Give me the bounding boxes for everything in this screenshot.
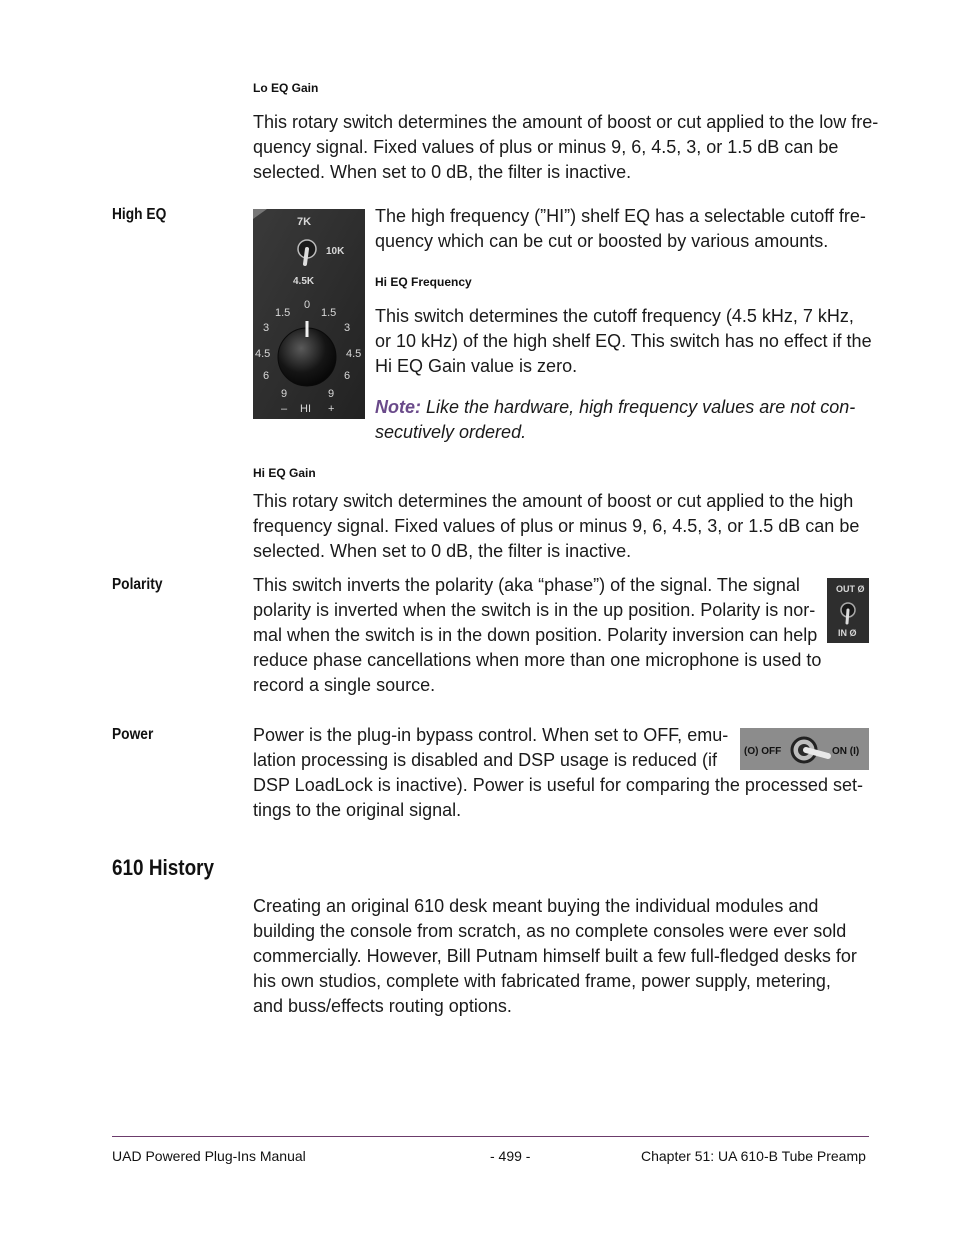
label-in-phase: IN Ø [838,628,857,638]
text-line: Hi EQ Gain value is zero. [375,356,578,376]
footer-divider [112,1136,869,1137]
lo-eq-gain-heading: Lo EQ Gain [253,81,319,95]
label-g6-right: 6 [344,370,351,382]
note-text: secutively ordered. [375,422,527,442]
footer-chapter: Chapter 51: UA 610-B Tube Preamp [641,1148,866,1164]
text-line: or 10 kHz) of the high shelf EQ. This switch has no effect if the [375,331,872,351]
high-eq-panel-graphic [253,209,365,419]
label-power-off: (O) OFF [744,746,782,757]
text-line: This switch inverts the polarity (aka “phase”) of the signal. The signal [253,575,800,595]
text-line: selected. When set to 0 dB, the filter is inactive. [253,162,632,182]
label-out-phase: OUT Ø [836,584,865,594]
lo-eq-gain-paragraph [253,110,878,185]
text-line: his own studios, complete with fabricated frame, power supply, metering, [253,971,831,991]
footer-manual-title: UAD Powered Plug-Ins Manual [112,1148,306,1164]
polarity-switch-graphic [827,578,869,643]
text-line: quency signal. Fixed values of plus or minus 9, 6, 4.5, 3, or 1.5 dB can be [253,137,839,157]
polarity-lever [847,610,848,623]
label-hi: HI [300,403,311,415]
text-line: record a single source. [253,675,436,695]
text-line: This rotary switch determines the amount of boost or cut applied to the high [253,491,854,511]
text-line: Power is the plug-in bypass control. When set to OFF, emu- [253,725,729,745]
note-label: Note: [375,397,421,417]
note-line [375,395,855,420]
polarity-paragraph [253,573,821,698]
label-minus: – [281,403,288,415]
hi-freq-lever [305,249,307,264]
polarity-switch-image [827,578,869,643]
hi-eq-gain-heading: Hi EQ Gain [253,466,316,480]
label-g4-5-left: 4.5 [255,348,271,360]
power-switch-graphic [740,728,869,770]
polarity-side-label: Polarity [112,576,163,593]
text-line: This rotary switch determines the amount of boost or cut applied to the low fre- [253,112,879,132]
label-g3-right: 3 [344,322,351,334]
label-g1-5-right: 1.5 [321,307,337,319]
text-line: Creating an original 610 desk meant buying the individual modules and [253,896,819,916]
text-line: lation processing is disabled and DSP usage is reduced (if [253,750,717,770]
text-line: and buss/effects routing options. [253,996,512,1016]
label-g9-right: 9 [328,388,335,400]
history-paragraph [253,894,857,1019]
power-switch-image [740,728,869,770]
label-g9-left: 9 [281,388,288,400]
text-line: commercially. However, Bill Putnam himself built a few full-fledged desks for [253,946,857,966]
label-10k: 10K [326,246,345,257]
label-plus: + [328,403,335,415]
power-side-label: Power [112,726,154,743]
label-g3-left: 3 [263,322,270,334]
text-line: This switch determines the cutoff frequency (4.5 kHz, 7 kHz, [375,306,854,326]
note-text: Like the hardware, high frequency values are not con- [421,397,856,417]
label-g0: 0 [304,299,311,311]
high-eq-intro [375,204,866,254]
label-g6-left: 6 [263,370,270,382]
text-line: selected. When set to 0 dB, the filter is inactive. [253,541,632,561]
hi-eq-gain-paragraph [253,489,859,564]
history-section-title: 610 History [112,855,215,880]
text-line: mal when the switch is in the down position. Polarity inversion can help [253,625,818,645]
text-line: tings to the original signal. [253,800,462,820]
text-line: polarity is inverted when the switch is in the up position. Polarity is nor- [253,600,816,620]
text-line: building the console from scratch, as no complete consoles were ever sold [253,921,847,941]
text-line: DSP LoadLock is inactive). Power is useful for comparing the processed set- [253,775,863,795]
text-line: reduce phase cancellations when more than one microphone is used to [253,650,822,670]
hi-eq-frequency-heading: Hi EQ Frequency [375,275,472,289]
high-eq-side-label: High EQ [112,206,167,223]
label-power-on: ON (I) [832,746,860,757]
label-4-5k: 4.5K [293,276,315,287]
footer-page-number: - 499 - [490,1148,531,1164]
label-g1-5-left: 1.5 [275,307,291,319]
text-line: frequency signal. Fixed values of plus or minus 9, 6, 4.5, 3, or 1.5 dB can be [253,516,860,536]
label-g4-5-right: 4.5 [346,348,362,360]
text-line: The high frequency (”HI”) shelf EQ has a selectable cutoff fre- [375,206,866,226]
high-eq-control-image [253,209,365,419]
note-paragraph [375,395,855,445]
text-line: quency which can be cut or boosted by various amounts. [375,231,829,251]
label-7k: 7K [297,216,312,228]
hi-eq-frequency-paragraph [375,304,872,379]
